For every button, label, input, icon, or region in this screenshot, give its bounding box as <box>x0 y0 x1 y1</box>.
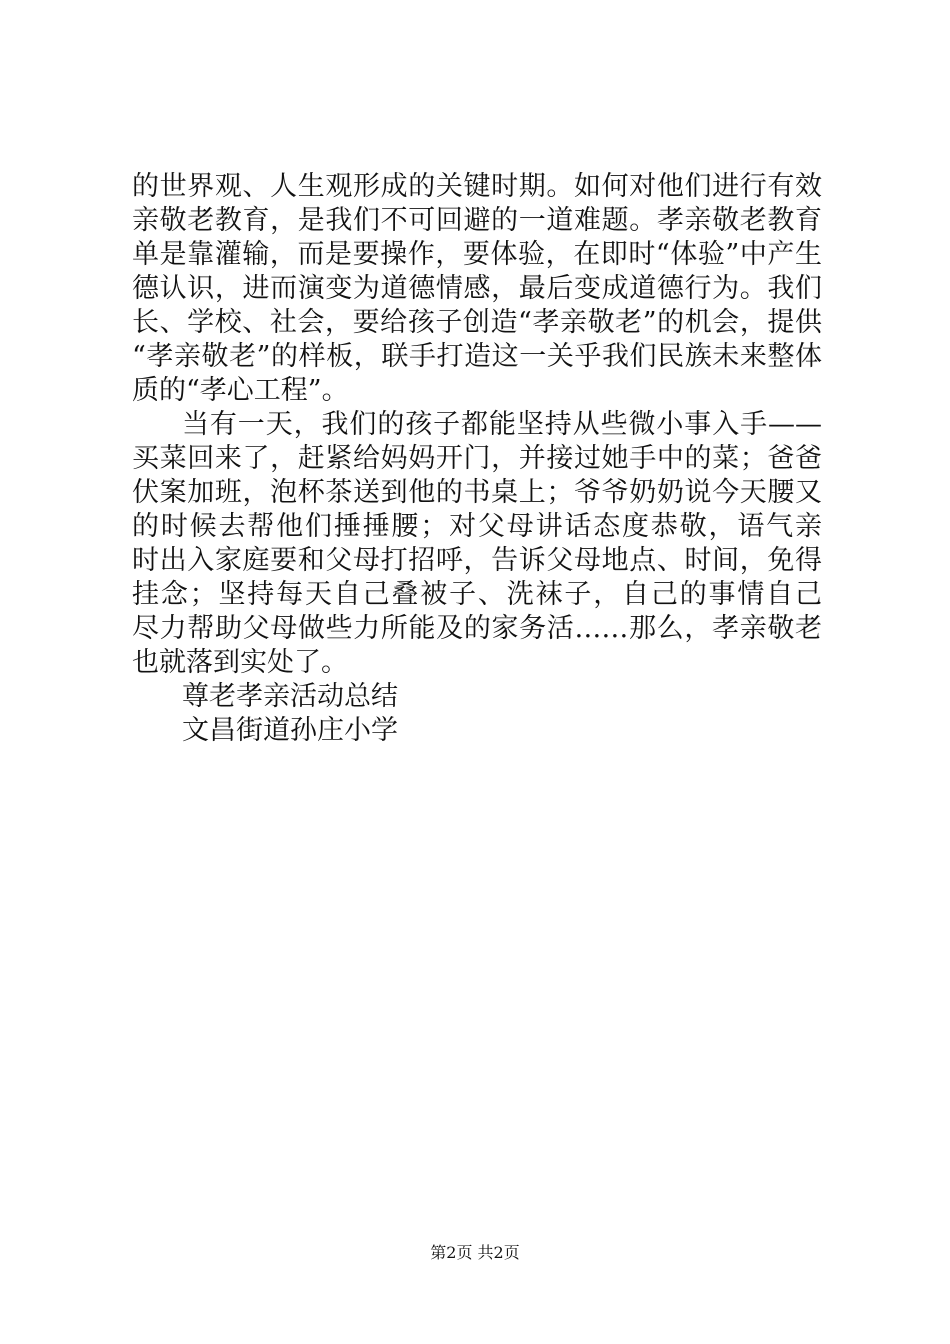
paragraph-2-line: 当有一天，我们的孩子都能坚持从些微小事入手—— <box>182 409 822 440</box>
paragraph-1-line: 长、学校、社会，要给孩子创造“孝亲敬老”的机会，提供 <box>132 307 822 338</box>
paragraph-2 <box>132 408 822 680</box>
paragraph-2-line: 伏案加班，泡杯茶送到他的书桌上；爷爷奶奶说今天腰又 <box>132 477 822 508</box>
paragraph-2-line: 买菜回来了，赶紧给妈妈开门，并接过她手中的菜；爸爸 <box>132 443 822 474</box>
page-footer: 第2页 共2页 <box>430 1243 520 1262</box>
document-body <box>132 170 822 748</box>
paragraph-1 <box>132 170 822 408</box>
paragraph-2-line: 时出入家庭要和父母打招呼，告诉父母地点、时间，免得 <box>132 545 822 576</box>
paragraph-2-line: 尽力帮助父母做些力所能及的家务活……那么，孝亲敬老 <box>132 613 822 644</box>
paragraph-2-line: 也就落到实处了。 <box>132 647 348 678</box>
paragraph-1-line: 单是靠灌输，而是要操作，要体验，在即时“体验”中产生 <box>132 239 822 270</box>
paragraph-1-line: 德认识，进而演变为道德情感，最后变成道德行为。我们 <box>132 273 822 304</box>
paragraph-2-line: 挂念；坚持每天自己叠被子、洗袜子，自己的事情自己 <box>132 579 822 610</box>
paragraph-1-line: “孝亲敬老”的样板，联手打造这一关乎我们民族未来整体 <box>132 341 822 372</box>
signature-organization: 文昌街道孙庄小学 <box>182 715 398 746</box>
paragraph-2-line: 的时候去帮他们捶捶腰；对父母讲话态度恭敬，语气亲 <box>132 511 822 542</box>
paragraph-1-line: 亲敬老教育，是我们不可回避的一道难题。孝亲敬老教育 <box>132 205 822 236</box>
paragraph-1-line: 的世界观、人生观形成的关键时期。如何对他们进行有效 <box>132 171 822 202</box>
paragraph-1-line: 质的“孝心工程”。 <box>132 375 349 406</box>
signature-title: 尊老孝亲活动总结 <box>182 681 398 712</box>
